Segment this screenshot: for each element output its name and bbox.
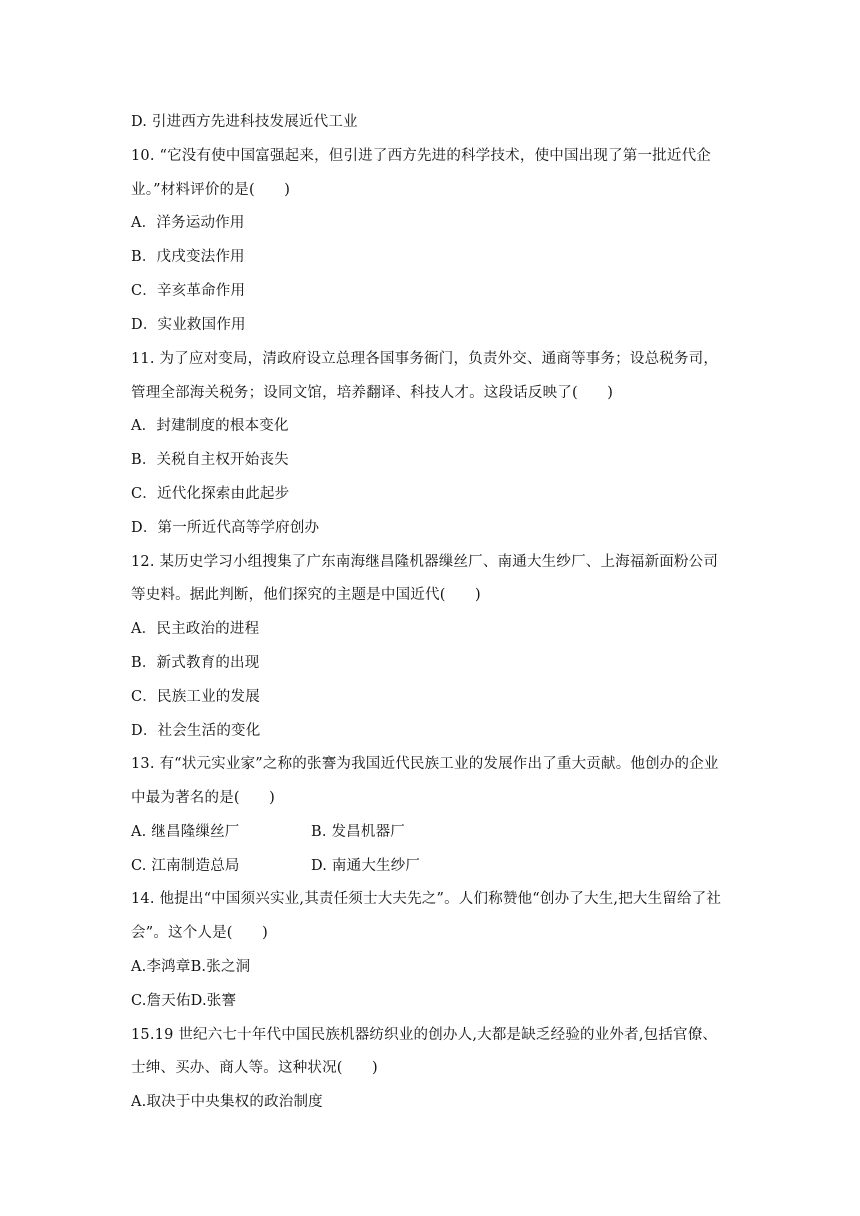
q13-stem-line2: 中最为著名的是( ) (131, 790, 276, 806)
q15-stem-line1: 15.19 世纪六七十年代中国民族机器纺织业的创办人,大都是缺乏经验的业外者,包括官僚、 (131, 1027, 718, 1043)
q15-option-a: A.取决于中央集权的政治制度 (131, 1094, 323, 1110)
q13-option-c: C. 江南制造总局 (131, 858, 240, 874)
q10-option-c: C．辛亥革命作用 (131, 283, 246, 299)
q11-option-d: D．第一所近代高等学府创办 (131, 520, 320, 536)
q12-stem-line2: 等史料。据此判断，他们探究的主题是中国近代( ) (131, 587, 481, 603)
q13-option-a: A. 继昌隆缫丝厂 (131, 824, 240, 840)
q11-option-a: A．封建制度的根本变化 (131, 418, 289, 434)
q12-stem-line1: 12. 某历史学习小组搜集了广东南海继昌隆机器缫丝厂、南通大生纱厂、上海福新面粉公司 (131, 554, 719, 570)
q13-stem-line1: 13. 有“状元实业家”之称的张謇为我国近代民族工业的发展作出了重大贡献。他创办的企业 (131, 756, 719, 772)
q10-stem-line2: 业。”材料评价的是( ) (131, 182, 291, 198)
q12-option-b: B．新式教育的出现 (131, 655, 260, 671)
q13-option-b: B. 发昌机器厂 (311, 824, 405, 840)
q14-stem-line1: 14. 他提出“中国须兴实业,其责任须士大夫先之”。人们称赞他“创办了大生,把大生留给了社 (131, 891, 722, 907)
q10-option-d: D．实业救国作用 (131, 317, 246, 333)
q11-option-c: C．近代化探索由此起步 (131, 486, 290, 502)
q13-options-row2 (131, 856, 760, 876)
q11-option-b: B．关税自主权开始丧失 (131, 452, 289, 468)
q10-option-a: A．洋务运动作用 (131, 215, 245, 231)
q12-option-a: A．民主政治的进程 (131, 621, 260, 637)
q14-options-cd: C.詹天佑D.张謇 (131, 993, 237, 1009)
q9-option-d: D. 引进西方先进科技发展近代工业 (131, 114, 358, 130)
q12-option-d: D．社会生活的变化 (131, 723, 261, 739)
q13-options-row1 (131, 822, 760, 842)
q12-option-c: C．民族工业的发展 (131, 689, 260, 705)
q13-option-d: D. 南通大生纱厂 (311, 858, 421, 874)
q11-stem-line1: 11. 为了应对变局，清政府设立总理各国事务衙门，负责外交、通商等事务；设总税务司， (131, 351, 719, 367)
q10-stem-line1: 10. “它没有使中国富强起来，但引进了西方先进的科学技术，使中国出现了第一批近代企 (131, 148, 711, 164)
q14-stem-line2: 会”。这个人是( ) (131, 925, 268, 941)
q14-options-ab: A.李鸿章B.张之洞 (131, 959, 251, 975)
q15-stem-line2: 士绅、买办、商人等。这种状况( ) (131, 1060, 378, 1076)
q11-stem-line2: 管理全部海关税务；设同文馆，培养翻译、科技人才。这段话反映了( ) (131, 385, 614, 401)
q10-option-b: B．戊戌变法作用 (131, 249, 245, 265)
